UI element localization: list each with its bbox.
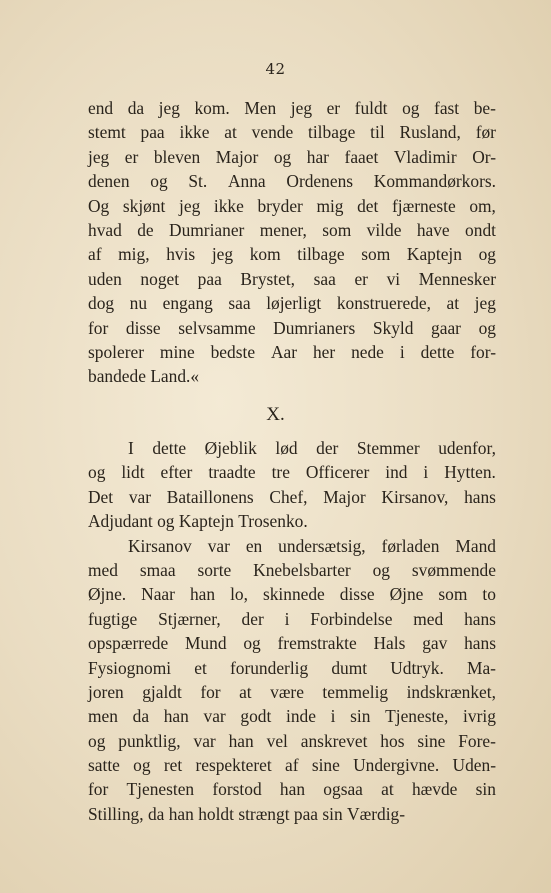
text-line: joren gjaldt for at være temmelig indskrænket,	[88, 681, 496, 702]
text-line: Og skjønt jeg ikke bryder mig det fjærneste om,	[88, 195, 496, 216]
text-line: med smaa sorte Knebelsbarter og svømmende	[88, 559, 496, 580]
text-line: dog nu engang saa løjerligt konstruerede, at jeg	[88, 293, 496, 314]
text-line: Det var Bataillonens Chef, Major Kirsanov, hans	[88, 486, 496, 507]
text-line: denen og St. Anna Ordenens Kommandørkors.	[88, 171, 496, 192]
text-line: for disse selvsamme Dumrianers Skyld gaar og	[88, 317, 496, 338]
text-line: opspærrede Mund og fremstrakte Hals gav hans	[88, 633, 496, 654]
text-line: stemt paa ikke at vende tilbage til Rusland, før	[88, 122, 496, 143]
text-line: Adjudant og Kaptejn Trosenko.	[88, 511, 308, 532]
text-line: I dette Øjeblik lød der Stemmer udenfor,	[128, 438, 496, 458]
text-line: Fysiognomi et forunderlig dumt Udtryk. Ma-	[88, 657, 496, 678]
text-line: fugtige Stjærner, der i Forbindelse med hans	[88, 608, 496, 629]
text-line: for Tjenesten forstod han ogsaa at hævde sin	[88, 779, 496, 800]
text-line: uden noget paa Brystet, saa er vi Mennesker	[88, 268, 496, 289]
section-heading: X.	[266, 404, 285, 425]
text-line: men da han var godt inde i sin Tjeneste, ivrig	[88, 706, 496, 727]
text-line: Stilling, da han holdt strængt paa sin Værdig-	[88, 803, 406, 824]
text-line: jeg er bleven Major og har faaet Vladimir Or-	[88, 146, 496, 167]
page-number: 42	[265, 60, 286, 78]
paragraph-2-3	[88, 436, 496, 826]
text-line: og lidt efter traadte tre Officerer ind i Hytten.	[88, 462, 496, 483]
text-line: hvad de Dumrianer mener, som vilde have ondt	[88, 219, 496, 240]
text-line: Øjne. Naar han lo, skinnede disse Øjne som to	[88, 584, 496, 605]
text-line: satte og ret respekteret af sine Undergivne. Uden-	[88, 755, 496, 776]
text-line: af mig, hvis jeg kom tilbage som Kaptejn og	[88, 244, 496, 265]
text-line: end da jeg kom. Men jeg er fuldt og fast be-	[88, 98, 496, 118]
text-line: bandede Land.«	[88, 366, 200, 387]
text-line: Kirsanov var en undersætsig, førladen Mand	[128, 535, 496, 556]
paragraph-1	[88, 96, 496, 389]
text-line: spolerer mine bedste Aar her nede i dette for-	[88, 341, 496, 362]
text-line: og punktlig, var han vel anskrevet hos sine Fore-	[88, 730, 496, 751]
